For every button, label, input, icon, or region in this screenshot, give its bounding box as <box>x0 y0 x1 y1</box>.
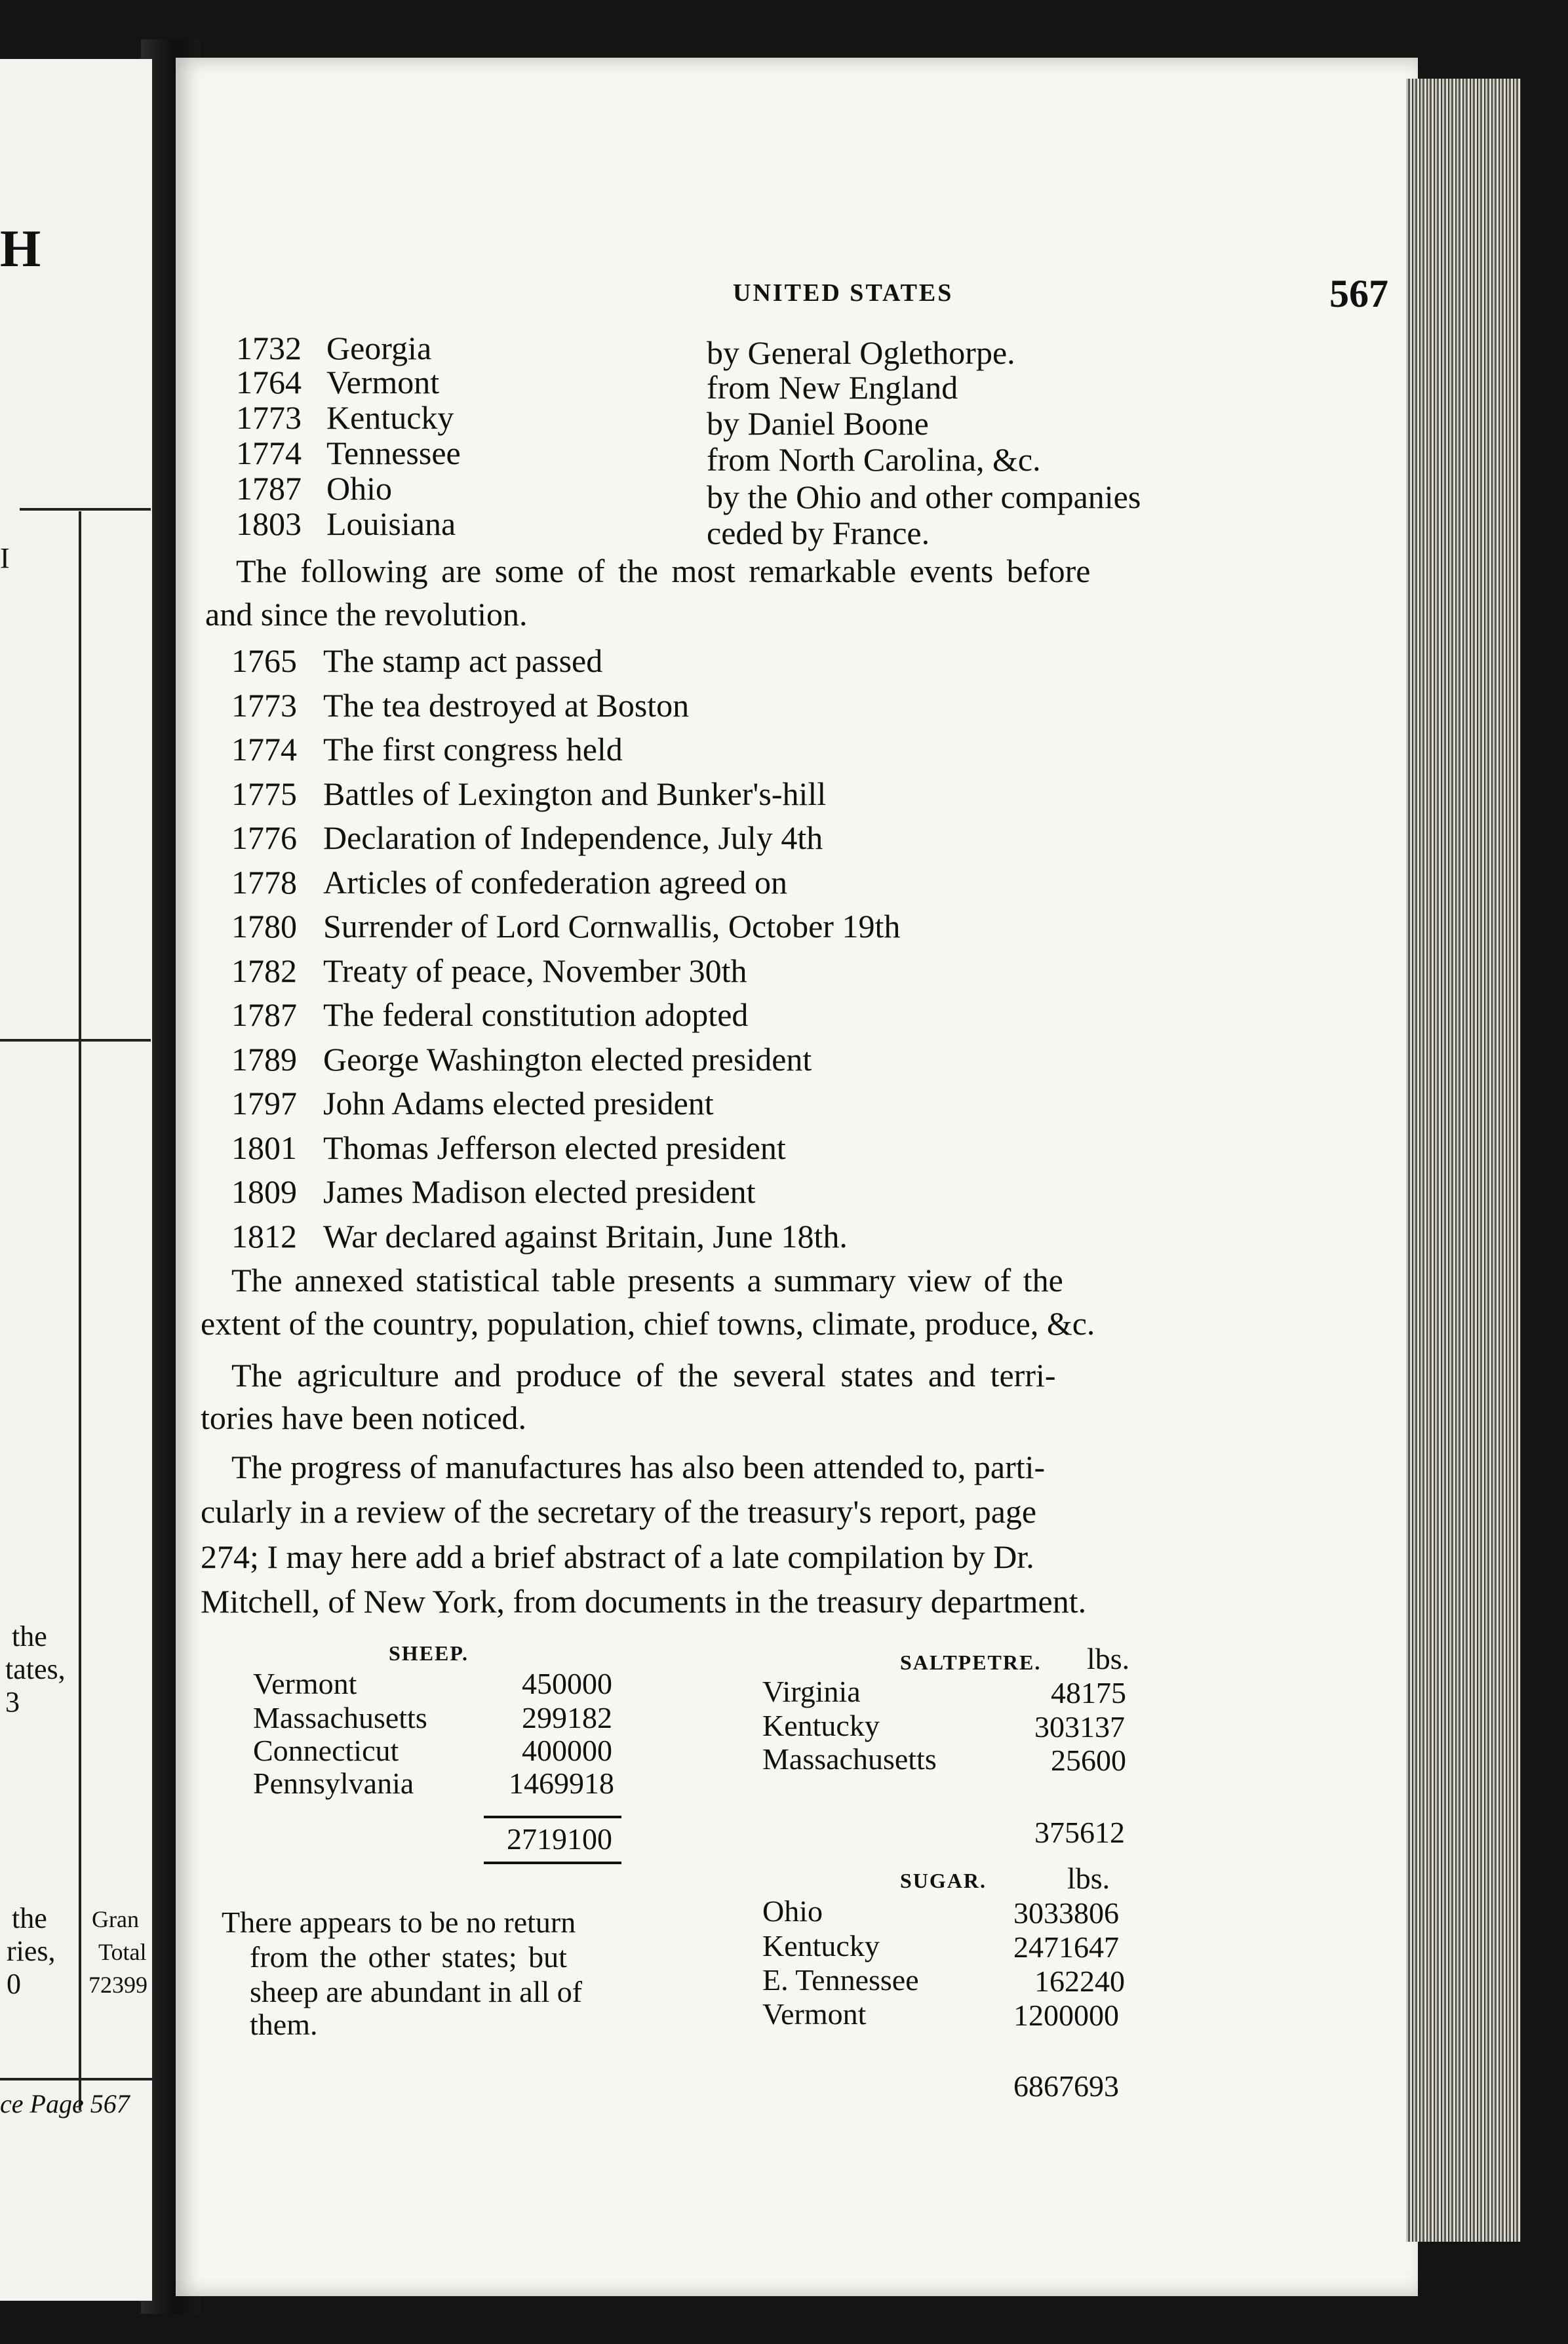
paragraph-line: The agriculture and produce of the several states and terri- <box>231 1357 1056 1394</box>
table-cell-state: E. Tennessee <box>762 1963 919 1997</box>
left-page-fragment: 0 <box>7 1968 21 2000</box>
settlement-year: 1732 <box>236 330 302 366</box>
left-facing-page <box>0 59 152 2301</box>
event-year: 1812 <box>231 1218 297 1255</box>
table-cell-state: Massachusetts <box>762 1742 937 1776</box>
settlement-state: Louisiana <box>326 505 456 542</box>
paragraph-line: extent of the country, population, chief towns, climate, produce, &c. <box>201 1305 1095 1342</box>
event-year: 1765 <box>231 642 297 679</box>
left-page-fragment: Total <box>98 1939 147 1965</box>
page-edges <box>1406 79 1521 2242</box>
event-text: The first congress held <box>323 731 623 768</box>
unit-label: lbs. <box>1087 1642 1130 1675</box>
event-year: 1780 <box>231 908 297 945</box>
table-cell-state: Vermont <box>253 1667 357 1700</box>
table-cell-state: Vermont <box>762 1997 867 2031</box>
event-text: John Adams elected president <box>323 1085 714 1122</box>
left-page-fragment: tates, <box>5 1653 66 1685</box>
left-page-fragment: 3 <box>5 1686 20 1718</box>
book-page <box>176 58 1418 2296</box>
event-year: 1797 <box>231 1085 297 1122</box>
table-total: 375612 <box>1034 1816 1125 1849</box>
left-page-fragment: 72399 <box>88 1972 147 1998</box>
unit-label: lbs. <box>1067 1862 1110 1895</box>
event-year: 1787 <box>231 996 297 1033</box>
event-text: The federal constitution adopted <box>323 996 749 1033</box>
settlement-state: Kentucky <box>326 399 454 436</box>
left-page-fragment: I <box>0 542 10 574</box>
settlement-note: from New England <box>707 369 958 406</box>
event-text: Surrender of Lord Cornwallis, October 19th <box>323 908 901 945</box>
paragraph-line: tories have been noticed. <box>201 1399 527 1436</box>
settlement-state: Vermont <box>326 364 440 400</box>
table-total: 6867693 <box>1013 2069 1119 2103</box>
event-year: 1782 <box>231 952 297 989</box>
settlement-year: 1774 <box>236 435 302 471</box>
event-text: George Washington elected president <box>323 1041 812 1078</box>
table-cell-value: 162240 <box>1034 1964 1125 1998</box>
total-rule <box>484 1862 621 1864</box>
table-cell-value: 1469918 <box>509 1767 614 1800</box>
table-cell-state: Ohio <box>762 1894 823 1928</box>
left-page-fragment: Gran <box>92 1906 139 1932</box>
event-text: Thomas Jefferson elected president <box>323 1129 786 1166</box>
total-rule <box>484 1816 621 1818</box>
left-page-fragment: the <box>12 1620 47 1652</box>
event-text: Battles of Lexington and Bunker's-hill <box>323 775 827 812</box>
paragraph-line: cularly in a review of the secretary of the treasury's report, page <box>201 1493 1037 1530</box>
settlement-year: 1773 <box>236 399 302 436</box>
table-cell-value: 400000 <box>522 1734 612 1767</box>
table-cell-state: Virginia <box>762 1675 861 1708</box>
settlement-year: 1764 <box>236 364 302 400</box>
table-heading: SHEEP. <box>389 1641 469 1665</box>
table-cell-value: 48175 <box>1051 1676 1126 1709</box>
settlement-note: by General Oglethorpe. <box>707 334 1015 371</box>
running-head: UNITED STATES <box>733 279 954 307</box>
table-cell-state: Connecticut <box>253 1734 399 1767</box>
paragraph-line: 274; I may here add a brief abstract of a late compilation by Dr. <box>201 1538 1034 1575</box>
events-intro-line: The following are some of the most remarkable events before <box>236 553 1091 589</box>
paragraph-line: Mitchell, of New York, from documents in the treasury department. <box>201 1583 1087 1620</box>
event-text: The tea destroyed at Boston <box>323 687 690 724</box>
table-heading: SUGAR. <box>900 1869 987 1892</box>
left-page-rule <box>79 511 81 2111</box>
table-cell-value: 2471647 <box>1013 1930 1119 1964</box>
table-cell-value: 1200000 <box>1013 1999 1119 2032</box>
left-page-rule <box>20 508 151 511</box>
table-cell-state: Pennsylvania <box>253 1767 414 1800</box>
note-line: from the other states; but <box>250 1940 567 1974</box>
settlement-state: Tennessee <box>326 435 461 471</box>
left-page-rule <box>0 2078 152 2080</box>
event-year: 1801 <box>231 1129 297 1166</box>
left-page-fragment: ries, <box>7 1935 56 1967</box>
table-total: 2719100 <box>507 1822 612 1856</box>
settlement-year: 1787 <box>236 470 302 507</box>
settlement-note: from North Carolina, &c. <box>707 441 1041 478</box>
event-text: Declaration of Independence, July 4th <box>323 819 823 856</box>
left-page-fragment: the <box>12 1902 47 1934</box>
table-cell-state: Kentucky <box>762 1929 880 1963</box>
paragraph-line: The annexed statistical table presents a summary view of the <box>231 1262 1063 1299</box>
table-cell-value: 450000 <box>522 1667 612 1700</box>
settlement-note: by the Ohio and other companies <box>707 479 1141 515</box>
event-text: War declared against Britain, June 18th. <box>323 1218 848 1255</box>
event-text: James Madison elected president <box>323 1173 756 1210</box>
event-year: 1778 <box>231 864 297 901</box>
note-line: There appears to be no return <box>222 1905 576 1939</box>
settlement-note: by Daniel Boone <box>707 405 929 442</box>
event-year: 1774 <box>231 731 297 768</box>
note-line: sheep are abundant in all of <box>250 1975 583 2008</box>
note-line: them. <box>250 2008 318 2041</box>
left-page-footer: ce Page 567 <box>0 2089 130 2119</box>
table-cell-value: 3033806 <box>1013 1896 1119 1930</box>
page-number: 567 <box>1329 272 1388 315</box>
table-cell-state: Kentucky <box>762 1709 880 1742</box>
table-cell-state: Massachusetts <box>253 1701 427 1734</box>
events-intro-line: and since the revolution. <box>205 596 528 633</box>
table-cell-value: 25600 <box>1051 1744 1126 1777</box>
left-page-rule <box>0 1039 151 1042</box>
event-year: 1789 <box>231 1041 297 1078</box>
event-text: Articles of confederation agreed on <box>323 864 788 901</box>
event-year: 1773 <box>231 687 297 724</box>
table-heading: SALTPETRE. <box>900 1651 1042 1674</box>
paragraph-line: The progress of manufactures has also been attended to, parti- <box>231 1449 1046 1485</box>
table-cell-value: 303137 <box>1034 1710 1125 1744</box>
settlement-state: Ohio <box>326 470 392 507</box>
event-year: 1809 <box>231 1173 297 1210</box>
table-cell-value: 299182 <box>522 1701 612 1734</box>
settlement-state: Georgia <box>326 330 432 366</box>
event-year: 1775 <box>231 775 297 812</box>
event-text: Treaty of peace, November 30th <box>323 952 747 989</box>
settlement-year: 1803 <box>236 505 302 542</box>
settlement-note: ceded by France. <box>707 515 930 551</box>
event-text: The stamp act passed <box>323 642 603 679</box>
left-page-fragment: H <box>0 220 41 278</box>
event-year: 1776 <box>231 819 297 856</box>
